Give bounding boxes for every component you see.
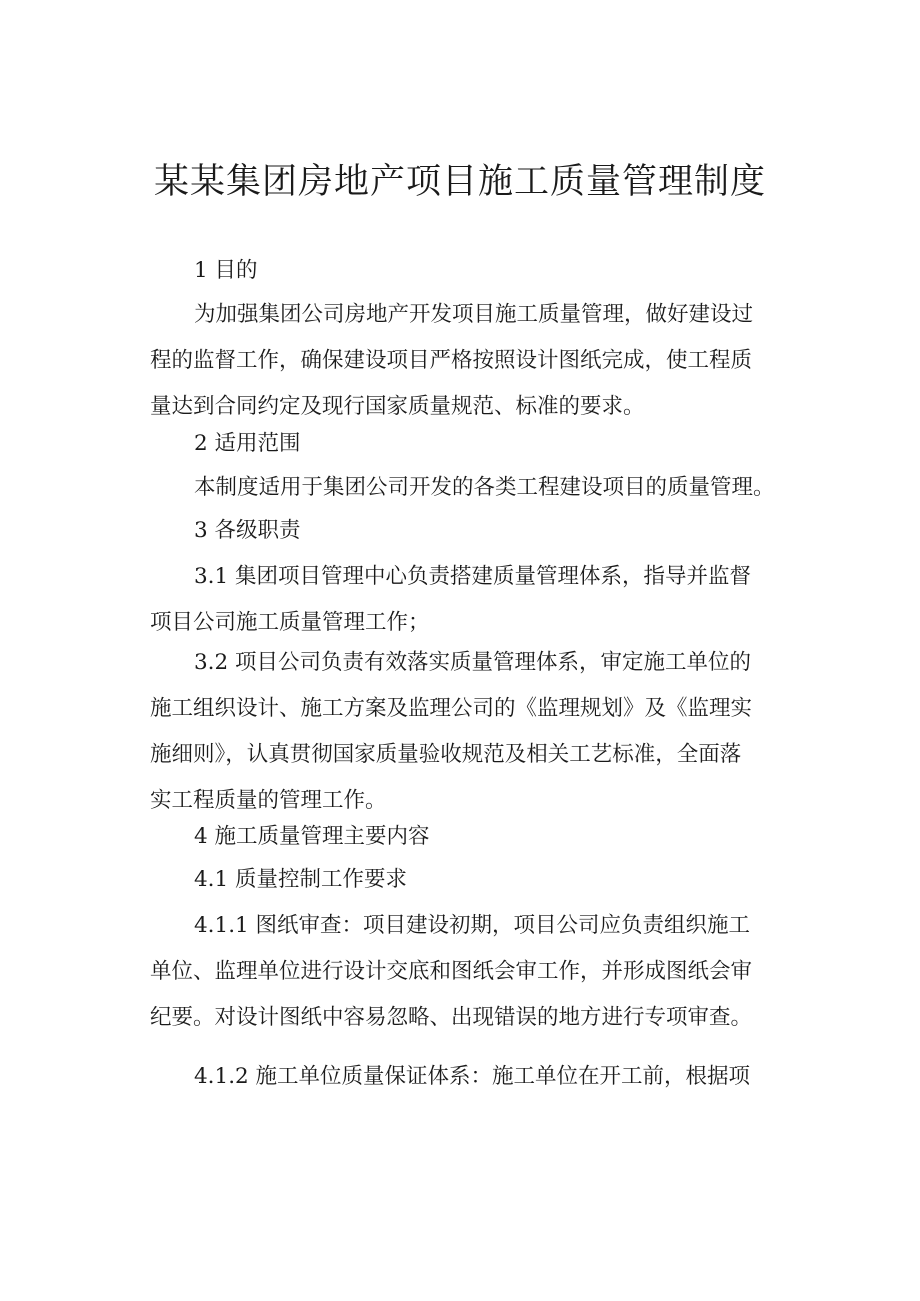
text-line: 为加强集团公司房地产开发项目施工质量管理，做好建设过 [194, 302, 754, 327]
text-line: 3.2 项目公司负责有效落实质量管理体系，审定施工单位的 [194, 650, 752, 675]
paragraph-purpose [150, 292, 810, 430]
text-line: 4.1.2 施工单位质量保证体系：施工单位在开工前，根据项 [194, 1064, 751, 1089]
text-line: 程的监督工作，确保建设项目严格按照设计图纸完成，使工程质 [150, 348, 753, 373]
document-title: 某某集团房地产项目施工质量管理制度 [153, 162, 766, 202]
text-line: 1 目的 [194, 258, 258, 283]
paragraph-3-1 [150, 554, 810, 646]
paragraph-scope [150, 465, 810, 511]
text-line: 4.1.1 图纸审查：项目建设初期，项目公司应负责组织施工 [194, 913, 751, 938]
paragraph-4-1-1 [150, 903, 810, 1041]
paragraph-4-1-2 [150, 1054, 810, 1100]
text-line: 项目公司施工质量管理工作； [150, 610, 430, 635]
text-line: 量达到合同约定及现行国家质量规范、标准的要求。 [150, 394, 645, 419]
text-line: 2 适用范围 [194, 431, 301, 456]
text-line: 本制度适用于集团公司开发的各类工程建设项目的质量管理。 [194, 475, 775, 500]
text-line: 实工程质量的管理工作。 [150, 788, 387, 813]
text-line: 纪要。对设计图纸中容易忽略、出现错误的地方进行专项审查。 [150, 1005, 753, 1030]
section-heading-responsibilities [150, 508, 810, 554]
paragraph-3-2 [150, 640, 810, 824]
section-heading-scope [150, 421, 810, 467]
text-line: 施工组织设计、施工方案及监理公司的《监理规划》及《监理实 [150, 696, 753, 721]
text-line: 施细则》，认真贯彻国家质量验收规范及相关工艺标准，全面落 [150, 742, 742, 767]
text-line: 3.1 集团项目管理中心负责搭建质量管理体系，指导并监督 [194, 564, 752, 589]
text-line: 3 各级职责 [194, 518, 301, 543]
section-heading-main-content [150, 814, 810, 860]
text-line: 4.1 质量控制工作要求 [194, 867, 408, 892]
text-line: 4 施工质量管理主要内容 [194, 824, 430, 849]
section-heading-purpose [150, 248, 810, 294]
text-line: 单位、监理单位进行设计交底和图纸会审工作，并形成图纸会审 [150, 959, 753, 984]
subsection-heading-4-1 [150, 857, 810, 903]
